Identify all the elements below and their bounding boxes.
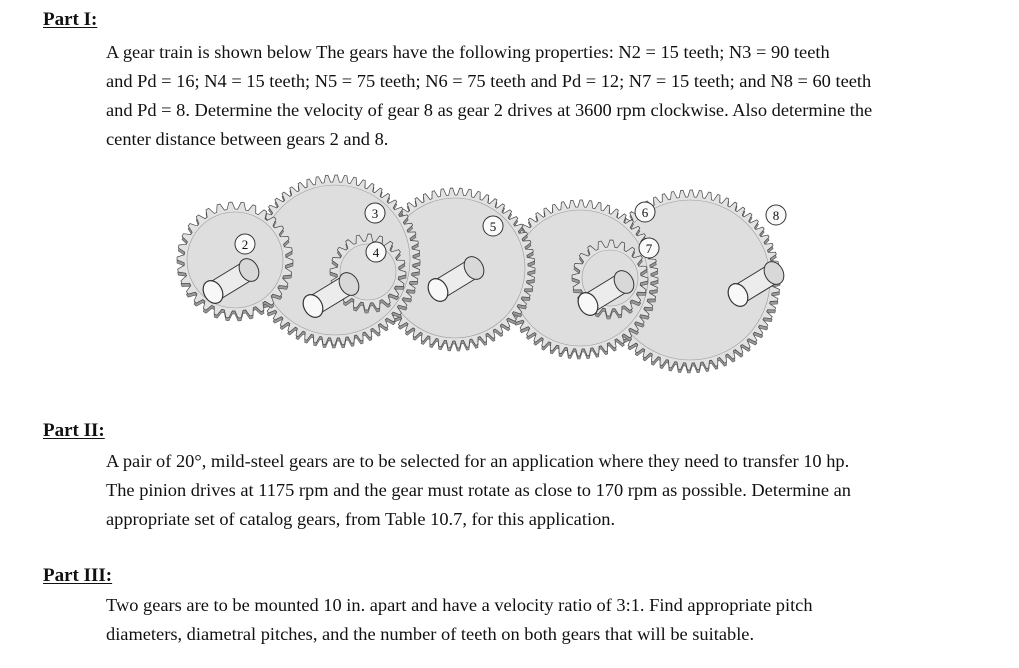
gear-7-label xyxy=(639,238,659,258)
part1-line: and Pd = 8. Determine the velocity of gear 8 as gear 2 drives at 3600 rpm clockwise. Also determine the xyxy=(106,100,873,120)
gear-3-label xyxy=(365,203,385,223)
gear-6-label xyxy=(635,202,655,222)
part3-line: diameters, diametral pitches, and the number of teeth on both gears that will be suitable. xyxy=(106,624,755,644)
svg-text:5: 5 xyxy=(489,219,497,234)
svg-text:4: 4 xyxy=(372,245,380,260)
gear-4-label xyxy=(366,242,386,262)
svg-text:2: 2 xyxy=(241,237,249,252)
part1-problem-text xyxy=(106,38,872,154)
part2-line: The pinion drives at 1175 rpm and the gear must rotate as close to 170 rpm as possible. Determine an xyxy=(106,480,851,500)
part1-heading: Part I: xyxy=(43,9,98,30)
gear-5-label xyxy=(483,216,503,236)
part2-problem-text xyxy=(106,447,851,534)
gear-2-label xyxy=(235,234,255,254)
part1-line: and Pd = 16; N4 = 15 teeth; N5 = 75 teeth; N6 = 75 teeth and Pd = 12; N7 = 15 teeth; and N8 = 60 teeth xyxy=(106,71,872,91)
part1-line: center distance between gears 2 and 8. xyxy=(106,129,389,149)
part2-heading: Part II: xyxy=(43,420,105,441)
part1-line: A gear train is shown below The gears have the following properties: N2 = 15 teeth; N3 = 90 teeth xyxy=(106,42,830,62)
gear-8-label xyxy=(766,205,786,225)
svg-text:6: 6 xyxy=(641,205,649,220)
part3-heading: Part III: xyxy=(43,565,113,586)
svg-text:7: 7 xyxy=(645,241,653,256)
part2-line: A pair of 20°, mild-steel gears are to be selected for an application where they need to transfer 10 hp. xyxy=(106,451,850,471)
svg-text:8: 8 xyxy=(772,208,780,223)
gear-train-figure xyxy=(170,160,920,400)
part2-line: appropriate set of catalog gears, from Table 10.7, for this application. xyxy=(106,509,616,529)
part3-line: Two gears are to be mounted 10 in. apart and have a velocity ratio of 3:1. Find appropriate pitch xyxy=(106,595,813,615)
part3-problem-text xyxy=(106,591,813,649)
svg-text:3: 3 xyxy=(371,206,379,221)
